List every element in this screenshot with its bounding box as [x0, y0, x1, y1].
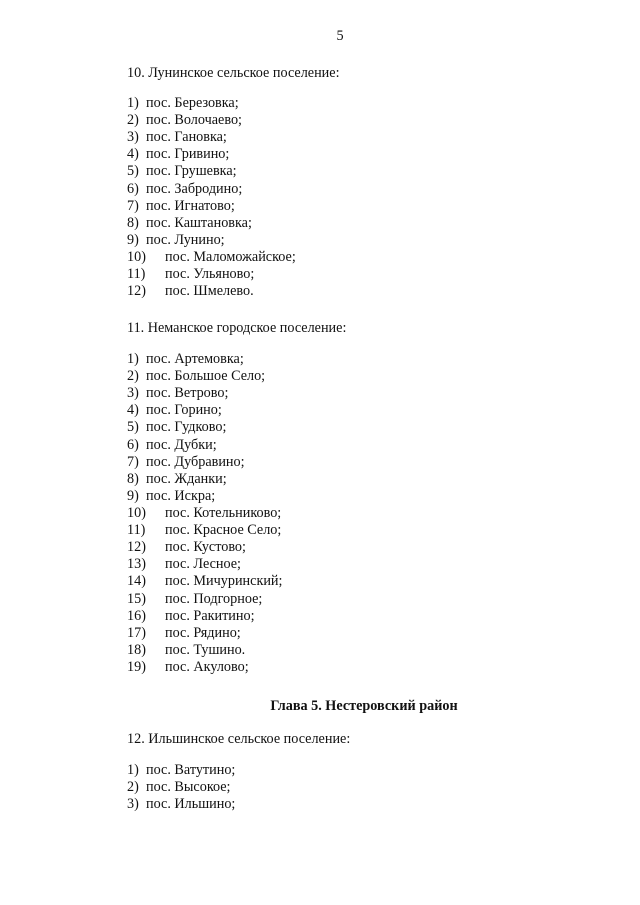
settlement-name: пос. Шмелево. — [165, 283, 254, 300]
list-item — [127, 505, 282, 522]
settlement-name: пос. Подгорное; — [165, 590, 263, 607]
settlement-name: пос. Котельниково; — [165, 504, 282, 521]
list-item — [127, 659, 282, 676]
settlement-name: пос. Искра; — [146, 487, 216, 504]
item-number: 18) — [127, 641, 146, 658]
item-number: 2) — [127, 368, 139, 385]
item-number: 3) — [127, 796, 139, 813]
chapter-heading: Глава 5. Нестеровский район — [270, 698, 458, 714]
settlement-name: пос. Дубравино; — [146, 453, 245, 470]
settlement-name: пос. Лунино; — [146, 231, 225, 248]
item-number: 2) — [127, 112, 139, 129]
settlement-name: пос. Каштановка; — [146, 214, 252, 231]
item-number: 15) — [127, 590, 146, 607]
list-item — [127, 539, 282, 556]
list-item — [127, 522, 282, 539]
item-number: 8) — [127, 470, 139, 487]
item-number: 4) — [127, 402, 139, 419]
list-item — [127, 266, 296, 283]
settlement-name: пос. Дубки; — [146, 436, 217, 453]
settlement-name: пос. Тушино. — [165, 641, 246, 658]
settlement-list-neman — [127, 351, 282, 676]
settlement-name: пос. Жданки; — [146, 470, 227, 487]
list-item — [127, 181, 296, 198]
settlement-name: пос. Ватутино; — [146, 762, 236, 778]
section-title-lunino: 10. Лунинское сельское поселение: — [127, 65, 340, 81]
list-item — [127, 573, 282, 590]
item-number: 5) — [127, 419, 139, 436]
item-number: 1) — [127, 95, 139, 111]
list-item — [127, 471, 282, 488]
settlement-name: пос. Кустово; — [165, 539, 246, 556]
list-item — [127, 249, 296, 266]
settlement-name: пос. Гудково; — [146, 419, 227, 436]
list-item — [127, 488, 282, 505]
item-number: 5) — [127, 163, 139, 180]
item-number: 11) — [127, 266, 146, 283]
item-number: 1) — [127, 762, 139, 778]
item-number: 7) — [127, 197, 139, 214]
list-item — [127, 215, 296, 232]
item-number: 12) — [127, 539, 146, 556]
item-number: 1) — [127, 351, 139, 367]
settlement-name: пос. Березовка; — [146, 95, 239, 111]
list-item — [127, 368, 282, 385]
settlement-name: пос. Большое Село; — [146, 368, 266, 385]
item-number: 19) — [127, 658, 146, 675]
list-item — [127, 625, 282, 642]
settlement-list-ilshino — [127, 762, 235, 813]
settlement-name: пос. Гривино; — [146, 146, 230, 163]
item-number: 16) — [127, 607, 146, 624]
list-item — [127, 129, 296, 146]
list-item — [127, 283, 296, 300]
item-number: 9) — [127, 231, 139, 248]
list-item — [127, 437, 282, 454]
item-number: 11) — [127, 522, 146, 539]
item-number: 10) — [127, 248, 146, 265]
list-item — [127, 556, 282, 573]
settlement-name: пос. Мичуринский; — [165, 573, 283, 590]
list-item — [127, 95, 296, 112]
settlement-name: пос. Горино; — [146, 402, 222, 419]
list-item — [127, 419, 282, 436]
list-item — [127, 146, 296, 163]
settlement-name: пос. Волочаево; — [146, 112, 242, 129]
item-number: 7) — [127, 453, 139, 470]
settlement-name: пос. Маломожайское; — [165, 248, 296, 265]
list-item — [127, 232, 296, 249]
item-number: 13) — [127, 556, 146, 573]
settlement-list-lunino — [127, 95, 296, 300]
settlement-name: пос. Красное Село; — [165, 522, 282, 539]
item-number: 2) — [127, 779, 139, 796]
settlement-name: пос. Высокое; — [146, 779, 231, 796]
settlement-name: пос. Ветрово; — [146, 385, 229, 402]
item-number: 4) — [127, 146, 139, 163]
list-item — [127, 762, 235, 779]
list-item — [127, 351, 282, 368]
item-number: 6) — [127, 180, 139, 197]
settlement-name: пос. Акулово; — [165, 658, 249, 675]
settlement-name: пос. Гановка; — [146, 129, 227, 146]
item-number: 9) — [127, 487, 139, 504]
list-item — [127, 198, 296, 215]
list-item — [127, 385, 282, 402]
section-title-ilshino: 12. Ильшинское сельское поселение: — [127, 731, 351, 747]
item-number: 8) — [127, 214, 139, 231]
item-number: 10) — [127, 504, 146, 521]
settlement-name: пос. Ильшино; — [146, 796, 236, 813]
item-number: 17) — [127, 624, 146, 641]
settlement-name: пос. Артемовка; — [146, 351, 244, 367]
list-item — [127, 591, 282, 608]
item-number: 3) — [127, 129, 139, 146]
list-item — [127, 402, 282, 419]
list-item — [127, 112, 296, 129]
list-item — [127, 163, 296, 180]
item-number: 3) — [127, 385, 139, 402]
settlement-name: пос. Грушевка; — [146, 163, 237, 180]
item-number: 14) — [127, 573, 146, 590]
section-title-neman: 11. Неманское городское поселение: — [127, 320, 347, 336]
settlement-name: пос. Игнатово; — [146, 197, 235, 214]
settlement-name: пос. Ракитино; — [165, 607, 255, 624]
list-item — [127, 779, 235, 796]
settlement-name: пос. Рядино; — [165, 624, 241, 641]
list-item — [127, 608, 282, 625]
list-item — [127, 642, 282, 659]
page-number: 5 — [336, 28, 344, 44]
settlement-name: пос. Лесное; — [165, 556, 242, 573]
list-item — [127, 454, 282, 471]
settlement-name: пос. Забродино; — [146, 180, 243, 197]
settlement-name: пос. Ульяново; — [165, 266, 255, 283]
list-item — [127, 796, 235, 813]
item-number: 12) — [127, 283, 146, 300]
item-number: 6) — [127, 436, 139, 453]
